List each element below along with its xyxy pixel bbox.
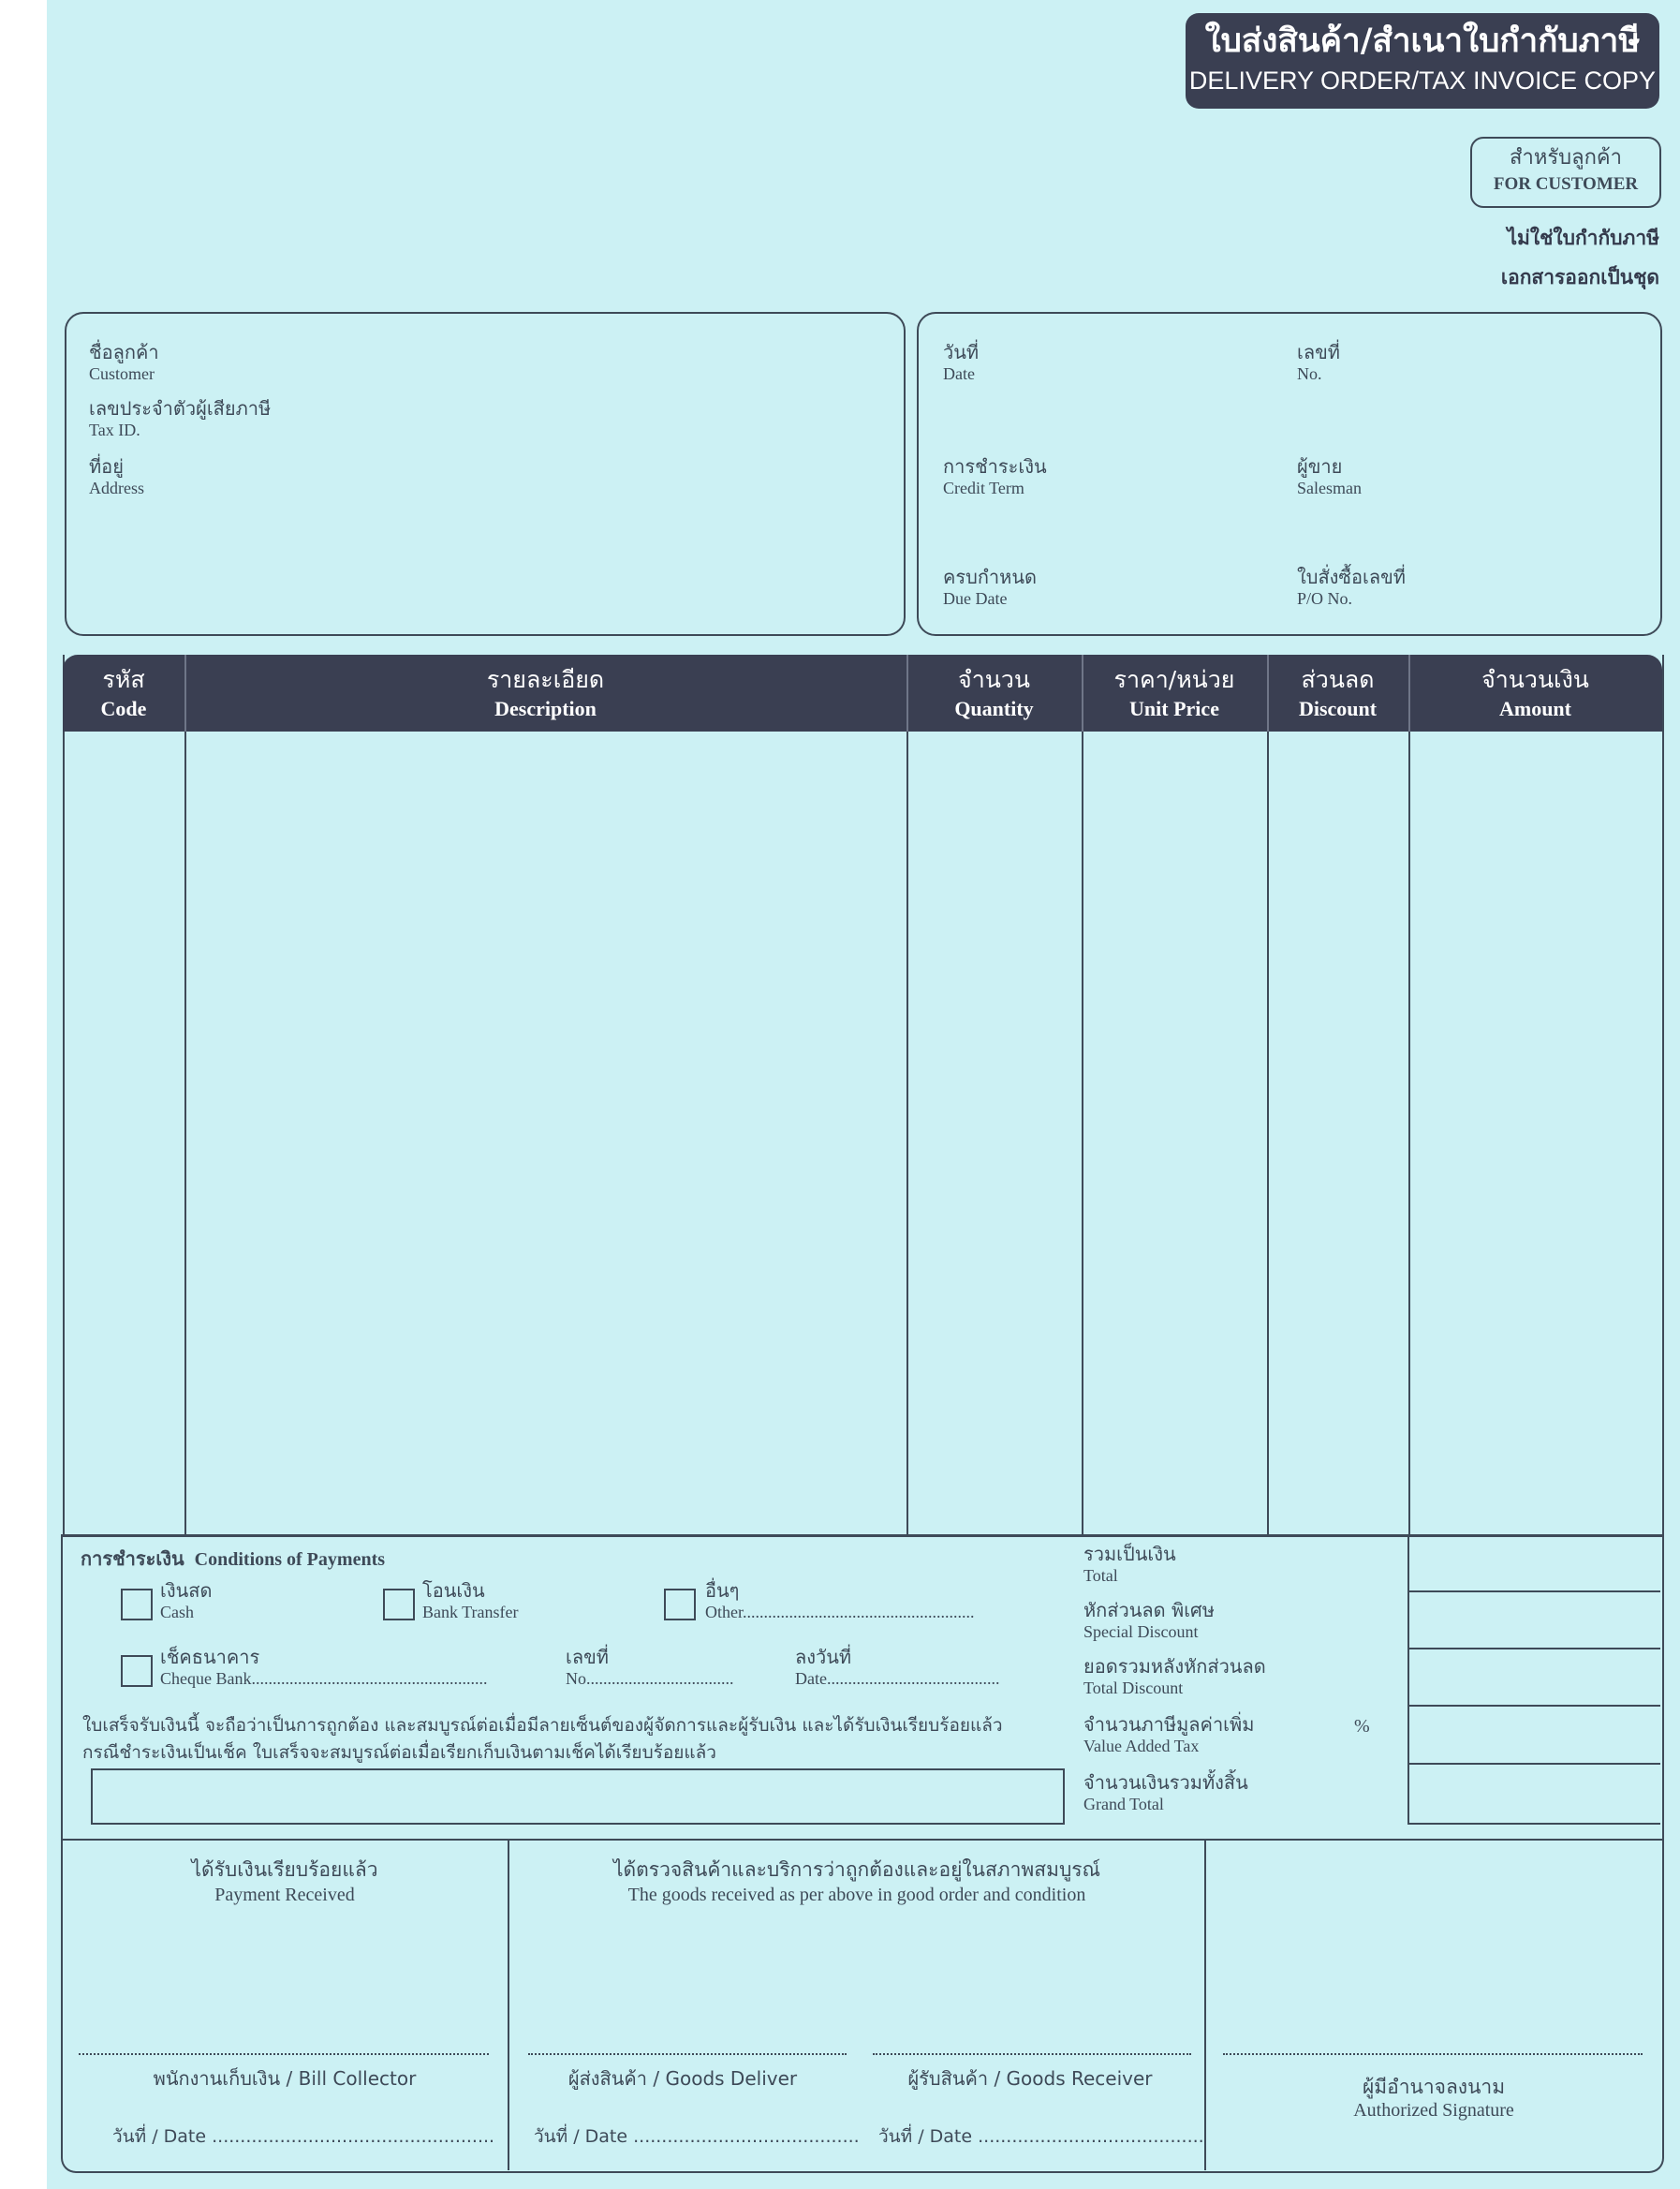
not-tax-invoice-note: ไม่ใช่ใบกำกับภาษี [1507,227,1659,249]
vat-label [1083,1712,1254,1755]
cheque-number-english: No................................... [566,1669,734,1688]
column-unit-price-thai: ราคา/หน่วย [1113,666,1235,693]
goods-receiver-signature-line[interactable] [873,2053,1191,2055]
special-discount-label [1083,1598,1215,1641]
tax-id-label-english: Tax ID. [89,421,140,439]
date-label-english: Date [943,364,975,383]
column-header-code [63,655,184,732]
column-divider [1408,655,1410,1535]
column-amount-thai: จำนวนเงิน [1481,666,1589,693]
cash-label-thai: เงินสด [160,1579,213,1602]
other-payment-checkbox[interactable] [664,1589,696,1620]
column-quantity-english: Quantity [954,697,1034,720]
totals-row-line [1407,1823,1660,1825]
cheque-date-english: Date......................................... [795,1669,1000,1688]
copy-type-thai: สำหรับลูกค้า [1510,146,1622,170]
cheque-option [160,1645,487,1688]
customer-label-thai: ชื่อลูกค้า [89,341,159,363]
total-label-thai: รวมเป็นเงิน [1083,1543,1176,1565]
payment-title-thai: การชำระเงิน [81,1547,184,1570]
address-label-thai: ที่อยู่ [89,455,124,478]
cheque-checkbox[interactable] [121,1655,153,1687]
cash-option [160,1578,212,1621]
header-divider [184,655,186,732]
header-divider [1408,655,1410,732]
total-label-english: Total [1083,1566,1118,1585]
section-divider [61,1839,1662,1841]
due-date-label-english: Due Date [943,589,1008,608]
column-divider [906,655,908,1535]
goods-received-english: The goods received as per above in good order and condition [627,1885,1086,1905]
cheque-date-field [795,1645,999,1688]
column-discount-thai: ส่วนลด [1301,666,1375,693]
grand-total-thai: จำนวนเงินรวมทั้งสิ้น [1083,1771,1248,1794]
transfer-label-english: Bank Transfer [422,1603,519,1621]
header-divider [906,655,908,732]
bill-collector-label: พนักงานเก็บเงิน / Bill Collector [153,2067,417,2090]
total-after-discount-label [1083,1654,1266,1697]
column-header-amount [1408,655,1662,732]
cheque-date-thai: ลงวันที่ [795,1646,852,1668]
bill-collector-date: วันที่ / Date .................................................. [112,2126,495,2147]
after-discount-thai: ยอดรวมหลังหักส่วนลด [1083,1655,1266,1678]
items-table-header [63,655,1662,732]
address-label-english: Address [89,479,144,497]
bank-transfer-checkbox[interactable] [383,1589,415,1620]
customer-label-english: Customer [89,364,155,383]
doc-number-label-thai: เลขที่ [1297,341,1340,363]
column-code-english: Code [100,697,147,720]
items-table [63,655,1664,1537]
column-description-thai: รายละเอียด [486,666,605,693]
cheque-label-thai: เช็คธนาคาร [160,1646,260,1668]
copy-type-english: FOR CUSTOMER [1493,174,1639,194]
salesman-label-english: Salesman [1297,479,1362,497]
cheque-number-thai: เลขที่ [566,1646,609,1668]
tax-id-label-thai: เลขประจำตัวผู้เสียภาษี [89,397,272,420]
header-divider [1082,655,1083,732]
column-divider [1082,655,1083,1535]
column-divider [184,655,186,1535]
column-discount-english: Discount [1298,697,1378,720]
totals-row-line [1407,1763,1660,1765]
document-set-note: เอกสารออกเป็นชุด [1500,266,1659,288]
column-header-unit-price [1082,655,1267,732]
document-info-box [917,312,1662,636]
amount-in-words-box[interactable] [91,1768,1065,1825]
date-label-thai: วันที่ [943,341,980,363]
vat-percent-sign: % [1354,1716,1370,1737]
grand-total-label [1083,1770,1248,1813]
transfer-label-thai: โอนเงิน [422,1579,485,1602]
goods-receiver-date: วันที่ / Date ........................................ [878,2126,1204,2147]
salesman-label-thai: ผู้ขาย [1297,455,1343,478]
special-discount-thai: หักส่วนลด พิเศษ [1083,1599,1215,1621]
payment-title-english: Conditions of Payments [194,1549,386,1570]
totals-row-line [1407,1590,1660,1592]
section-divider [61,1534,1662,1536]
other-label-english: Other....................................................... [705,1603,975,1621]
bill-collector-signature-line[interactable] [79,2053,489,2055]
payment-received-thai: ได้รับเงินเรียบร้อยแล้ว [191,1858,378,1881]
doc-number-label-english: No. [1297,364,1322,383]
special-discount-english: Special Discount [1083,1622,1199,1641]
column-divider [1267,655,1269,1535]
column-header-discount [1267,655,1408,732]
po-number-label-thai: ใบสั่งซื้อเลขที่ [1297,566,1406,588]
column-unit-price-english: Unit Price [1129,697,1219,720]
credit-term-label-thai: การชำระเงิน [943,455,1047,478]
other-payment-option [705,1578,975,1621]
receipt-terms-line-1: ใบเสร็จรับเงินนี้ จะถือว่าเป็นการถูกต้อง และสมบูรณ์ต่อเมื่อมีลายเซ็นต์ของผู้จัดการและผู้รับเงิน และได้รับเงินเรียบร้อยแล้ว [82,1715,1003,1736]
authorized-signature-english: Authorized Signature [1353,2100,1514,2121]
po-number-label-english: P/O No. [1297,589,1353,608]
form-title-thai: ใบส่งสินค้า/สำเนาใบกำกับภาษี [1204,22,1641,60]
form-title-english: DELIVERY ORDER/TAX INVOICE COPY [1188,67,1657,95]
due-date-label-thai: ครบกำหนด [943,566,1037,588]
cheque-number-field [566,1645,734,1688]
bank-transfer-option [422,1578,519,1621]
cash-label-english: Cash [160,1603,194,1621]
form-title-banner [1186,13,1659,109]
goods-deliver-date: วันที่ / Date ........................................ [534,2126,860,2147]
total-label [1083,1542,1176,1585]
cash-checkbox[interactable] [121,1589,153,1620]
column-header-quantity [906,655,1082,732]
copy-type-badge [1470,137,1661,208]
customer-info-box [65,312,906,636]
column-quantity-thai: จำนวน [958,666,1030,693]
goods-receiver-label: ผู้รับสินค้า / Goods Receiver [907,2067,1153,2090]
header-divider [1267,655,1269,732]
totals-row-line [1407,1705,1660,1707]
cheque-label-english: Cheque Bank........................................................ [160,1669,488,1688]
goods-deliver-label: ผู้ส่งสินค้า / Goods Deliver [567,2067,798,2090]
grand-total-english: Grand Total [1083,1795,1164,1813]
column-header-description [184,655,906,732]
authorized-signature-line[interactable] [1223,2053,1643,2055]
payment-received-english: Payment Received [214,1885,355,1905]
other-label-thai: อื่นๆ [705,1579,740,1602]
totals-divider [1407,1534,1409,1825]
after-discount-english: Total Discount [1083,1679,1184,1697]
column-description-english: Description [494,697,597,720]
column-code-thai: รหัส [102,666,145,693]
totals-row-line [1407,1648,1660,1649]
receipt-terms-line-2: กรณีชำระเงินเป็นเช็ค ใบเสร็จจะสมบูรณ์ต่อเมื่อเรียกเก็บเงินตามเช็คได้เรียบร้อยแล้ว [82,1742,716,1763]
goods-received-thai: ได้ตรวจสินค้าและบริการว่าถูกต้องและอยู่ในสภาพสมบูรณ์ [612,1858,1101,1881]
authorized-signature-thai: ผู้มีอำนาจลงนาม [1362,2076,1506,2098]
goods-deliver-signature-line[interactable] [528,2053,847,2055]
credit-term-label-english: Credit Term [943,479,1024,497]
payment-conditions-title [81,1544,385,1574]
vat-label-english: Value Added Tax [1083,1737,1200,1755]
vat-label-thai: จำนวนภาษีมูลค่าเพิ่ม [1083,1713,1255,1736]
column-amount-english: Amount [1498,697,1571,720]
